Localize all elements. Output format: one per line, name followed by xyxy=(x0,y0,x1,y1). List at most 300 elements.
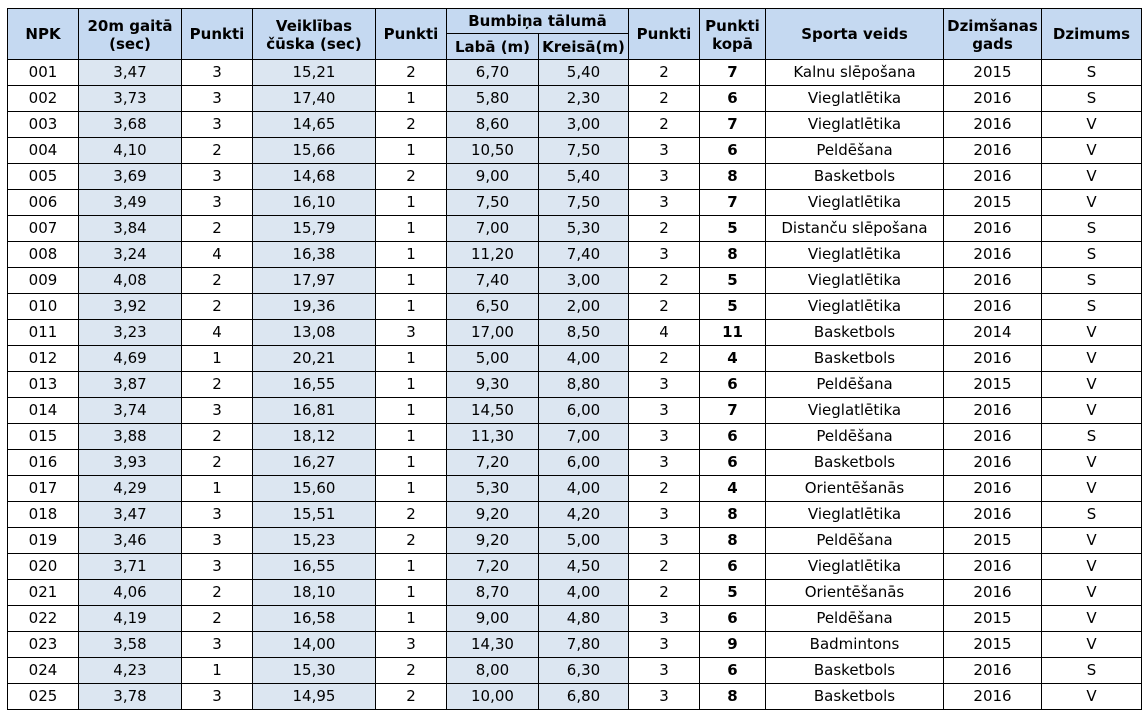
cell-punkti-3: 2 xyxy=(629,476,700,502)
cell-right-hand: 10,50 xyxy=(447,138,539,164)
cell-birth-year: 2016 xyxy=(944,346,1042,372)
header-punkti-3: Punkti xyxy=(629,9,700,60)
header-gender: Dzimums xyxy=(1042,9,1142,60)
cell-gender: V xyxy=(1042,138,1142,164)
cell-npk: 011 xyxy=(8,320,79,346)
cell-20m-gait: 3,84 xyxy=(79,216,182,242)
cell-punkti-1: 3 xyxy=(182,190,253,216)
cell-punkti-1: 2 xyxy=(182,372,253,398)
cell-punkti-1: 3 xyxy=(182,398,253,424)
table-row xyxy=(8,268,1142,294)
cell-20m-gait: 3,88 xyxy=(79,424,182,450)
table-row xyxy=(8,216,1142,242)
cell-birth-year: 2014 xyxy=(944,320,1042,346)
cell-sport: Orientēšanās xyxy=(766,476,944,502)
cell-sport: Basketbols xyxy=(766,450,944,476)
cell-20m-gait: 4,23 xyxy=(79,658,182,684)
table-row xyxy=(8,424,1142,450)
cell-20m-gait: 4,19 xyxy=(79,606,182,632)
table-row xyxy=(8,320,1142,346)
table-body xyxy=(8,60,1142,710)
cell-sport: Basketbols xyxy=(766,320,944,346)
cell-npk: 006 xyxy=(8,190,79,216)
cell-20m-gait: 4,29 xyxy=(79,476,182,502)
cell-punkti-3: 2 xyxy=(629,346,700,372)
cell-left-hand: 6,00 xyxy=(539,398,629,424)
cell-snake: 18,12 xyxy=(253,424,376,450)
cell-punkti-3: 3 xyxy=(629,242,700,268)
cell-gender: S xyxy=(1042,502,1142,528)
cell-left-hand: 7,40 xyxy=(539,242,629,268)
table-row xyxy=(8,450,1142,476)
cell-left-hand: 2,00 xyxy=(539,294,629,320)
cell-left-hand: 6,00 xyxy=(539,450,629,476)
cell-20m-gait: 3,73 xyxy=(79,86,182,112)
cell-right-hand: 5,30 xyxy=(447,476,539,502)
cell-gender: S xyxy=(1042,242,1142,268)
cell-npk: 020 xyxy=(8,554,79,580)
cell-npk: 015 xyxy=(8,424,79,450)
cell-punkti-2: 1 xyxy=(376,138,447,164)
cell-left-hand: 7,00 xyxy=(539,424,629,450)
cell-birth-year: 2015 xyxy=(944,606,1042,632)
cell-sport: Vieglatlētika xyxy=(766,554,944,580)
cell-sport: Peldēšana xyxy=(766,528,944,554)
cell-gender: V xyxy=(1042,476,1142,502)
cell-sport: Badmintons xyxy=(766,632,944,658)
cell-birth-year: 2016 xyxy=(944,554,1042,580)
cell-total: 6 xyxy=(700,424,766,450)
cell-punkti-1: 1 xyxy=(182,658,253,684)
cell-npk: 001 xyxy=(8,60,79,86)
cell-right-hand: 9,30 xyxy=(447,372,539,398)
cell-punkti-1: 1 xyxy=(182,476,253,502)
cell-gender: S xyxy=(1042,424,1142,450)
cell-left-hand: 2,30 xyxy=(539,86,629,112)
cell-birth-year: 2016 xyxy=(944,684,1042,710)
cell-birth-year: 2016 xyxy=(944,112,1042,138)
cell-punkti-3: 3 xyxy=(629,528,700,554)
cell-punkti-2: 1 xyxy=(376,86,447,112)
cell-birth-year: 2016 xyxy=(944,502,1042,528)
cell-total: 6 xyxy=(700,606,766,632)
cell-20m-gait: 3,46 xyxy=(79,528,182,554)
cell-npk: 005 xyxy=(8,164,79,190)
cell-punkti-1: 3 xyxy=(182,528,253,554)
table-row xyxy=(8,554,1142,580)
table-row xyxy=(8,190,1142,216)
header-row-top xyxy=(8,9,1142,34)
cell-total: 5 xyxy=(700,268,766,294)
cell-right-hand: 7,40 xyxy=(447,268,539,294)
cell-gender: V xyxy=(1042,528,1142,554)
cell-total: 6 xyxy=(700,554,766,580)
cell-left-hand: 5,40 xyxy=(539,164,629,190)
header-punkti-1: Punkti xyxy=(182,9,253,60)
table-row xyxy=(8,632,1142,658)
header-birth-year-line1: Dzimšanas xyxy=(947,16,1038,35)
cell-left-hand: 3,00 xyxy=(539,112,629,138)
cell-npk: 017 xyxy=(8,476,79,502)
table-row xyxy=(8,346,1142,372)
cell-20m-gait: 3,93 xyxy=(79,450,182,476)
cell-20m-gait: 3,69 xyxy=(79,164,182,190)
cell-npk: 008 xyxy=(8,242,79,268)
cell-punkti-1: 3 xyxy=(182,60,253,86)
cell-left-hand: 5,30 xyxy=(539,216,629,242)
cell-20m-gait: 4,06 xyxy=(79,580,182,606)
cell-punkti-2: 2 xyxy=(376,528,447,554)
cell-right-hand: 17,00 xyxy=(447,320,539,346)
cell-snake: 14,95 xyxy=(253,684,376,710)
cell-punkti-2: 1 xyxy=(376,346,447,372)
cell-left-hand: 4,00 xyxy=(539,346,629,372)
header-ball-distance: Bumbiņa tālumā xyxy=(447,9,629,34)
cell-snake: 15,60 xyxy=(253,476,376,502)
cell-gender: S xyxy=(1042,658,1142,684)
cell-gender: V xyxy=(1042,346,1142,372)
header-snake-line2: čūska (sec) xyxy=(266,34,362,53)
cell-punkti-3: 3 xyxy=(629,684,700,710)
cell-snake: 16,55 xyxy=(253,554,376,580)
cell-gender: V xyxy=(1042,190,1142,216)
cell-20m-gait: 3,71 xyxy=(79,554,182,580)
cell-right-hand: 8,60 xyxy=(447,112,539,138)
cell-right-hand: 7,50 xyxy=(447,190,539,216)
cell-npk: 018 xyxy=(8,502,79,528)
cell-20m-gait: 3,24 xyxy=(79,242,182,268)
cell-20m-gait: 3,49 xyxy=(79,190,182,216)
cell-total: 8 xyxy=(700,528,766,554)
cell-sport: Vieglatlētika xyxy=(766,502,944,528)
cell-gender: V xyxy=(1042,372,1142,398)
cell-birth-year: 2016 xyxy=(944,138,1042,164)
cell-left-hand: 5,00 xyxy=(539,528,629,554)
cell-20m-gait: 4,10 xyxy=(79,138,182,164)
cell-punkti-3: 3 xyxy=(629,398,700,424)
cell-20m-gait: 3,87 xyxy=(79,372,182,398)
cell-right-hand: 7,20 xyxy=(447,450,539,476)
cell-punkti-3: 3 xyxy=(629,424,700,450)
cell-right-hand: 11,20 xyxy=(447,242,539,268)
cell-total: 7 xyxy=(700,112,766,138)
cell-left-hand: 7,50 xyxy=(539,190,629,216)
cell-left-hand: 3,00 xyxy=(539,268,629,294)
cell-sport: Kalnu slēpošana xyxy=(766,60,944,86)
cell-snake: 16,27 xyxy=(253,450,376,476)
cell-sport: Vieglatlētika xyxy=(766,398,944,424)
cell-left-hand: 4,50 xyxy=(539,554,629,580)
table-row xyxy=(8,112,1142,138)
cell-birth-year: 2015 xyxy=(944,632,1042,658)
cell-birth-year: 2015 xyxy=(944,528,1042,554)
cell-right-hand: 9,00 xyxy=(447,164,539,190)
cell-total: 11 xyxy=(700,320,766,346)
cell-total: 7 xyxy=(700,60,766,86)
cell-birth-year: 2015 xyxy=(944,190,1042,216)
cell-sport: Basketbols xyxy=(766,658,944,684)
cell-right-hand: 7,20 xyxy=(447,554,539,580)
table-row xyxy=(8,580,1142,606)
cell-total: 6 xyxy=(700,450,766,476)
cell-left-hand: 8,80 xyxy=(539,372,629,398)
cell-total: 6 xyxy=(700,86,766,112)
cell-sport: Peldēšana xyxy=(766,424,944,450)
cell-total: 6 xyxy=(700,138,766,164)
table-row xyxy=(8,502,1142,528)
cell-punkti-2: 2 xyxy=(376,164,447,190)
cell-punkti-1: 2 xyxy=(182,606,253,632)
cell-left-hand: 7,50 xyxy=(539,138,629,164)
cell-right-hand: 11,30 xyxy=(447,424,539,450)
cell-total: 8 xyxy=(700,502,766,528)
cell-sport: Peldēšana xyxy=(766,372,944,398)
cell-20m-gait: 3,78 xyxy=(79,684,182,710)
cell-punkti-1: 4 xyxy=(182,242,253,268)
cell-npk: 012 xyxy=(8,346,79,372)
cell-punkti-2: 1 xyxy=(376,476,447,502)
cell-birth-year: 2016 xyxy=(944,658,1042,684)
cell-punkti-2: 3 xyxy=(376,632,447,658)
cell-npk: 021 xyxy=(8,580,79,606)
table-row xyxy=(8,684,1142,710)
cell-npk: 010 xyxy=(8,294,79,320)
cell-punkti-2: 1 xyxy=(376,450,447,476)
cell-snake: 17,40 xyxy=(253,86,376,112)
cell-punkti-3: 3 xyxy=(629,606,700,632)
cell-punkti-3: 3 xyxy=(629,658,700,684)
cell-birth-year: 2016 xyxy=(944,164,1042,190)
cell-npk: 022 xyxy=(8,606,79,632)
cell-gender: V xyxy=(1042,398,1142,424)
cell-gender: S xyxy=(1042,86,1142,112)
cell-gender: V xyxy=(1042,580,1142,606)
cell-gender: V xyxy=(1042,606,1142,632)
cell-punkti-3: 2 xyxy=(629,60,700,86)
cell-right-hand: 14,50 xyxy=(447,398,539,424)
cell-snake: 20,21 xyxy=(253,346,376,372)
header-20m-gait xyxy=(79,9,182,60)
cell-punkti-3: 2 xyxy=(629,554,700,580)
cell-punkti-2: 1 xyxy=(376,606,447,632)
cell-total: 7 xyxy=(700,190,766,216)
cell-sport: Vieglatlētika xyxy=(766,86,944,112)
cell-punkti-2: 1 xyxy=(376,294,447,320)
cell-npk: 024 xyxy=(8,658,79,684)
cell-npk: 004 xyxy=(8,138,79,164)
header-npk: NPK xyxy=(8,9,79,60)
cell-npk: 023 xyxy=(8,632,79,658)
header-punkti-2: Punkti xyxy=(376,9,447,60)
cell-gender: V xyxy=(1042,450,1142,476)
cell-right-hand: 10,00 xyxy=(447,684,539,710)
cell-total: 5 xyxy=(700,580,766,606)
cell-npk: 009 xyxy=(8,268,79,294)
cell-sport: Vieglatlētika xyxy=(766,268,944,294)
header-total-line2: kopā xyxy=(712,34,753,53)
cell-punkti-3: 3 xyxy=(629,372,700,398)
cell-20m-gait: 3,92 xyxy=(79,294,182,320)
cell-left-hand: 6,30 xyxy=(539,658,629,684)
table-row xyxy=(8,164,1142,190)
cell-birth-year: 2016 xyxy=(944,424,1042,450)
cell-sport: Distanču slēpošana xyxy=(766,216,944,242)
cell-snake: 19,36 xyxy=(253,294,376,320)
cell-right-hand: 9,20 xyxy=(447,528,539,554)
cell-snake: 16,58 xyxy=(253,606,376,632)
table-row xyxy=(8,294,1142,320)
cell-left-hand: 4,00 xyxy=(539,476,629,502)
table-row xyxy=(8,398,1142,424)
header-snake xyxy=(253,9,376,60)
cell-punkti-3: 2 xyxy=(629,86,700,112)
cell-punkti-2: 2 xyxy=(376,658,447,684)
cell-snake: 16,10 xyxy=(253,190,376,216)
cell-left-hand: 8,50 xyxy=(539,320,629,346)
cell-npk: 002 xyxy=(8,86,79,112)
cell-punkti-2: 1 xyxy=(376,424,447,450)
cell-npk: 007 xyxy=(8,216,79,242)
cell-birth-year: 2016 xyxy=(944,86,1042,112)
cell-right-hand: 9,20 xyxy=(447,502,539,528)
cell-20m-gait: 3,47 xyxy=(79,60,182,86)
cell-20m-gait: 4,69 xyxy=(79,346,182,372)
cell-punkti-3: 3 xyxy=(629,632,700,658)
cell-sport: Basketbols xyxy=(766,346,944,372)
cell-right-hand: 6,70 xyxy=(447,60,539,86)
cell-sport: Basketbols xyxy=(766,164,944,190)
cell-punkti-1: 3 xyxy=(182,502,253,528)
cell-snake: 17,97 xyxy=(253,268,376,294)
cell-right-hand: 5,00 xyxy=(447,346,539,372)
header-birth-year-line2: gads xyxy=(972,34,1013,53)
cell-snake: 14,68 xyxy=(253,164,376,190)
cell-punkti-2: 1 xyxy=(376,372,447,398)
cell-punkti-2: 1 xyxy=(376,580,447,606)
table-row xyxy=(8,372,1142,398)
cell-gender: V xyxy=(1042,684,1142,710)
cell-punkti-1: 2 xyxy=(182,424,253,450)
cell-gender: V xyxy=(1042,320,1142,346)
cell-npk: 019 xyxy=(8,528,79,554)
cell-punkti-2: 2 xyxy=(376,684,447,710)
cell-punkti-2: 1 xyxy=(376,242,447,268)
cell-right-hand: 8,00 xyxy=(447,658,539,684)
cell-punkti-1: 1 xyxy=(182,346,253,372)
cell-total: 5 xyxy=(700,294,766,320)
cell-20m-gait: 3,23 xyxy=(79,320,182,346)
cell-gender: S xyxy=(1042,268,1142,294)
cell-punkti-2: 1 xyxy=(376,554,447,580)
cell-gender: V xyxy=(1042,112,1142,138)
results-table-wrapper xyxy=(7,8,1142,710)
cell-left-hand: 4,00 xyxy=(539,580,629,606)
header-birth-year xyxy=(944,9,1042,60)
cell-left-hand: 7,80 xyxy=(539,632,629,658)
cell-sport: Vieglatlētika xyxy=(766,190,944,216)
cell-birth-year: 2016 xyxy=(944,398,1042,424)
cell-total: 9 xyxy=(700,632,766,658)
header-total xyxy=(700,9,766,60)
cell-right-hand: 14,30 xyxy=(447,632,539,658)
cell-sport: Vieglatlētika xyxy=(766,294,944,320)
table-row xyxy=(8,606,1142,632)
cell-sport: Peldēšana xyxy=(766,606,944,632)
cell-snake: 15,66 xyxy=(253,138,376,164)
cell-npk: 025 xyxy=(8,684,79,710)
cell-birth-year: 2016 xyxy=(944,216,1042,242)
cell-gender: V xyxy=(1042,632,1142,658)
cell-20m-gait: 3,68 xyxy=(79,112,182,138)
cell-punkti-1: 2 xyxy=(182,138,253,164)
table-row xyxy=(8,528,1142,554)
cell-npk: 013 xyxy=(8,372,79,398)
table-row xyxy=(8,242,1142,268)
cell-punkti-2: 2 xyxy=(376,502,447,528)
cell-npk: 016 xyxy=(8,450,79,476)
cell-right-hand: 8,70 xyxy=(447,580,539,606)
cell-gender: S xyxy=(1042,216,1142,242)
cell-punkti-1: 4 xyxy=(182,320,253,346)
cell-total: 5 xyxy=(700,216,766,242)
cell-20m-gait: 3,74 xyxy=(79,398,182,424)
cell-punkti-1: 2 xyxy=(182,294,253,320)
cell-punkti-1: 3 xyxy=(182,684,253,710)
cell-total: 8 xyxy=(700,164,766,190)
cell-punkti-2: 1 xyxy=(376,216,447,242)
cell-20m-gait: 3,47 xyxy=(79,502,182,528)
cell-punkti-1: 2 xyxy=(182,216,253,242)
cell-sport: Vieglatlētika xyxy=(766,242,944,268)
cell-punkti-1: 2 xyxy=(182,268,253,294)
cell-total: 6 xyxy=(700,658,766,684)
cell-punkti-3: 3 xyxy=(629,502,700,528)
table-row xyxy=(8,138,1142,164)
results-table xyxy=(7,8,1142,710)
cell-total: 4 xyxy=(700,476,766,502)
header-total-line1: Punkti xyxy=(705,16,760,35)
cell-sport: Vieglatlētika xyxy=(766,112,944,138)
cell-birth-year: 2016 xyxy=(944,242,1042,268)
cell-punkti-3: 2 xyxy=(629,268,700,294)
cell-punkti-1: 3 xyxy=(182,164,253,190)
header-right-hand: Labā (m) xyxy=(447,34,539,60)
cell-snake: 13,08 xyxy=(253,320,376,346)
cell-punkti-2: 1 xyxy=(376,398,447,424)
cell-total: 8 xyxy=(700,242,766,268)
cell-right-hand: 7,00 xyxy=(447,216,539,242)
cell-snake: 16,38 xyxy=(253,242,376,268)
table-row xyxy=(8,658,1142,684)
cell-birth-year: 2015 xyxy=(944,60,1042,86)
table-row xyxy=(8,476,1142,502)
header-snake-line1: Veiklības xyxy=(275,16,353,35)
cell-punkti-2: 1 xyxy=(376,190,447,216)
cell-punkti-2: 2 xyxy=(376,112,447,138)
cell-birth-year: 2016 xyxy=(944,450,1042,476)
cell-left-hand: 4,80 xyxy=(539,606,629,632)
cell-punkti-1: 2 xyxy=(182,580,253,606)
cell-punkti-3: 4 xyxy=(629,320,700,346)
cell-punkti-3: 3 xyxy=(629,164,700,190)
cell-punkti-2: 1 xyxy=(376,268,447,294)
cell-birth-year: 2015 xyxy=(944,372,1042,398)
cell-total: 7 xyxy=(700,398,766,424)
cell-sport: Orientēšanās xyxy=(766,580,944,606)
header-sport: Sporta veids xyxy=(766,9,944,60)
cell-npk: 003 xyxy=(8,112,79,138)
cell-total: 8 xyxy=(700,684,766,710)
